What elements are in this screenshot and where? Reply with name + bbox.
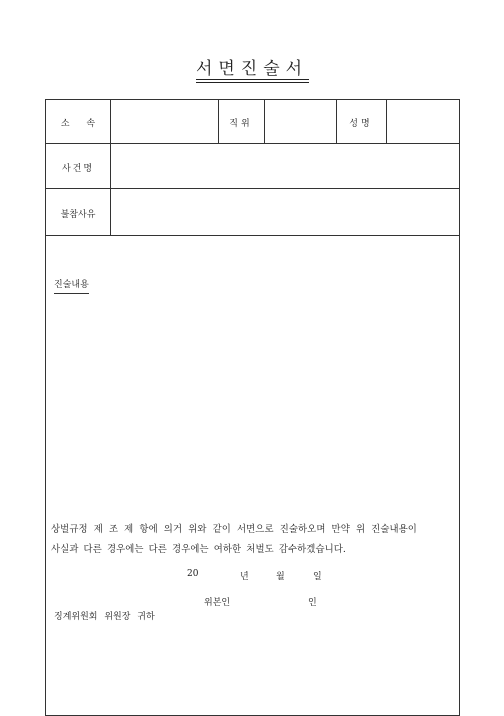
seal-label: 인 (308, 598, 317, 608)
date-year-prefix: 20 (187, 569, 199, 579)
position-label: 직위 (229, 119, 253, 129)
document-title: 서면진술서 (195, 59, 309, 79)
affiliation-label: 소 속 (60, 119, 96, 129)
affiliation-value[interactable] (111, 100, 218, 143)
case-name-label: 사건명 (61, 164, 95, 174)
name-value[interactable] (387, 100, 460, 143)
recipient-line: 징계위원회 위원장 귀하 (54, 612, 155, 622)
position-value[interactable] (265, 100, 336, 143)
row-divider (46, 235, 459, 236)
statement-content-label: 진술내용 (54, 277, 89, 294)
absence-reason-value[interactable] (111, 189, 460, 235)
name-label: 성명 (349, 119, 373, 129)
title-underline-double (196, 82, 309, 83)
absence-reason-label: 불참사유 (60, 210, 96, 220)
pledge-line-1: 상벌규정 제 조 제 항에 의거 위와 같이 서면으로 진술하오며 만약 위 진술내용이 (51, 524, 417, 535)
statement-content-area[interactable] (54, 296, 452, 511)
date-month-unit: 월 (276, 572, 285, 582)
statement-pledge (51, 520, 456, 560)
title-underline (196, 79, 309, 80)
date-day-unit: 일 (313, 572, 322, 582)
case-name-value[interactable] (111, 144, 460, 188)
statement-form (45, 99, 460, 716)
date-year-unit: 년 (240, 572, 249, 582)
signer-label: 위본인 (204, 598, 231, 608)
pledge-line-2: 사실과 다른 경우에는 다른 경우에는 여하한 처벌도 감수하겠습니다. (51, 544, 347, 555)
